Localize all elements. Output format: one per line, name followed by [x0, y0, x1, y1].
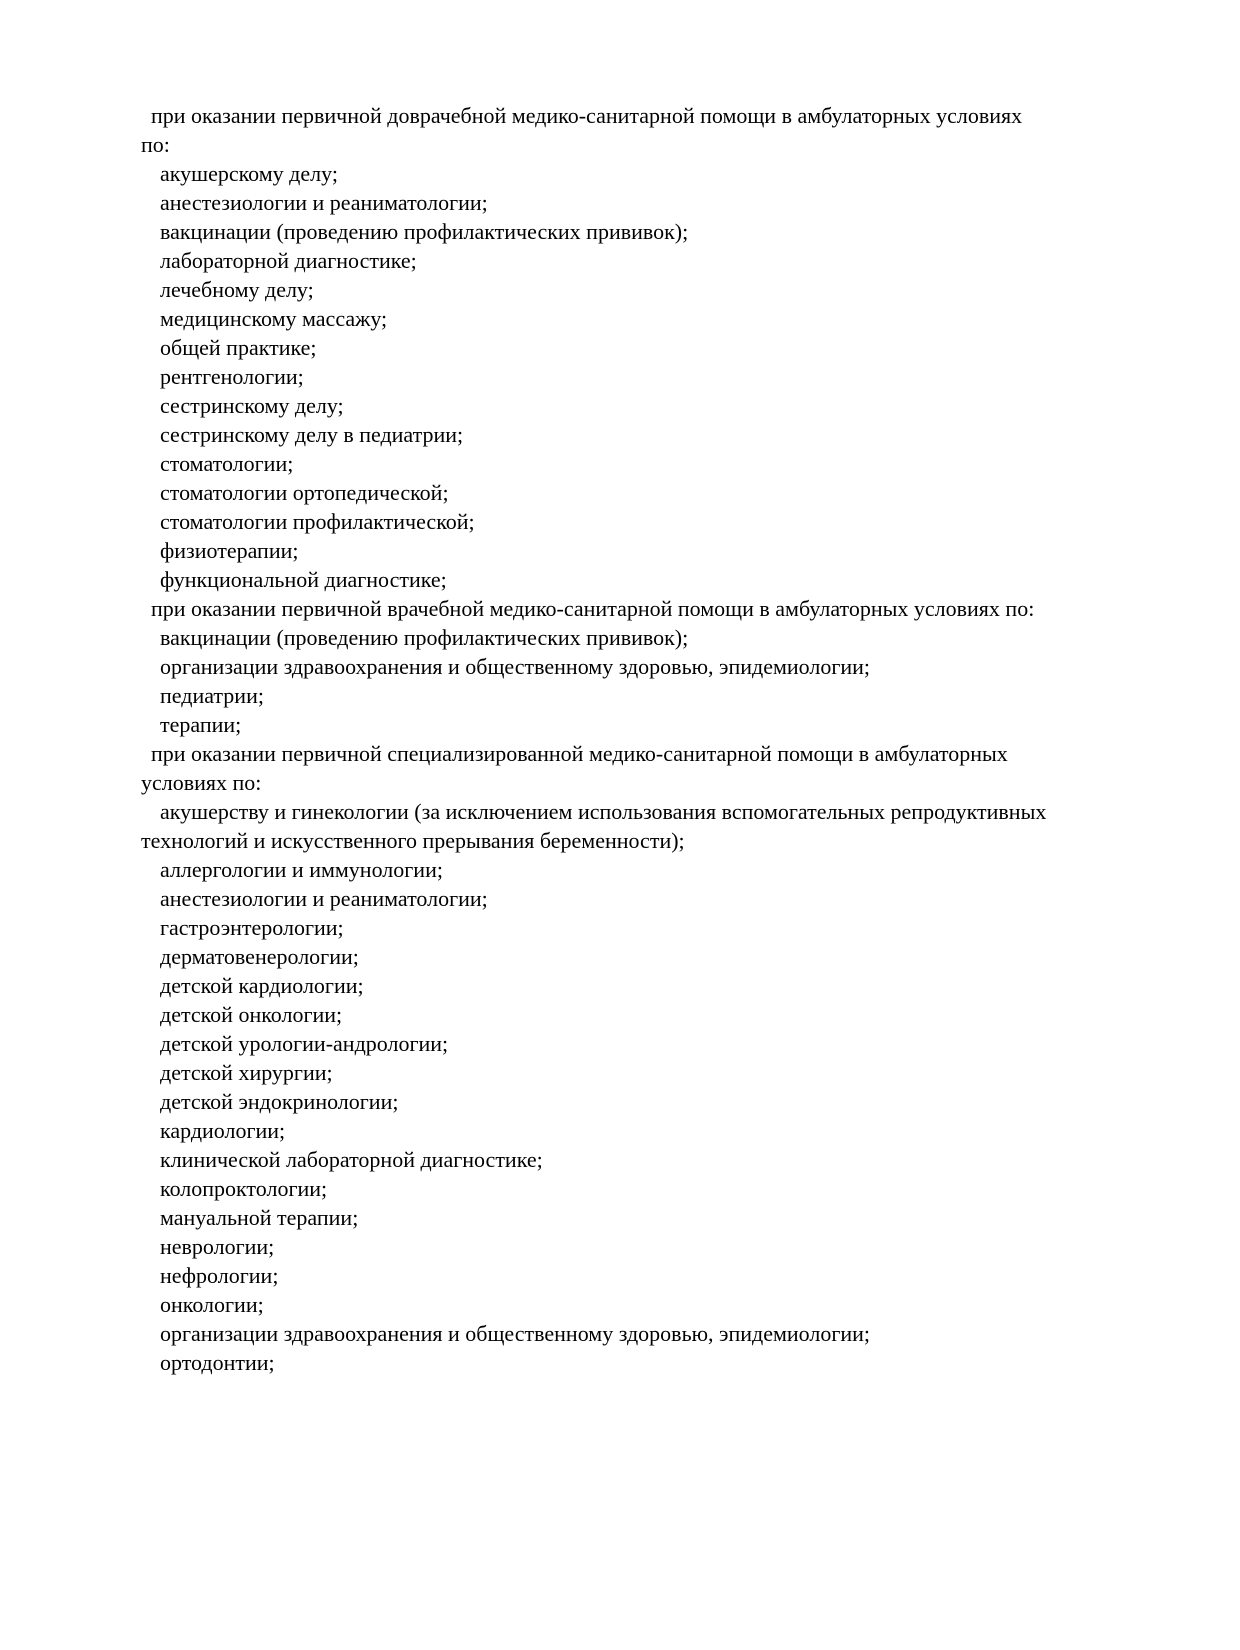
text-line: детской кардиологии; [160, 973, 364, 998]
text-line: лечебному делу; [160, 277, 314, 302]
text-line: функциональной диагностике; [160, 567, 447, 592]
text-line: мануальной терапии; [160, 1205, 359, 1230]
text-line: стоматологии; [160, 451, 294, 476]
text-line: неврологии; [160, 1234, 275, 1259]
text-line: клинической лабораторной диагностике; [160, 1147, 543, 1172]
text-line: акушерству и гинекологии (за исключением использования вспомогательных репродуктивных [160, 799, 1047, 824]
text-line: рентгенологии; [160, 364, 304, 389]
license-services-text [141, 101, 1151, 1377]
text-line: при оказании первичной врачебной медико-санитарной помощи в амбулаторных условиях по: [151, 596, 1035, 621]
text-line: детской онкологии; [160, 1002, 343, 1027]
text-line: терапии; [160, 712, 242, 737]
text-line: вакцинации (проведению профилактических прививок); [160, 219, 689, 244]
text-line: гастроэнтерологии; [160, 915, 344, 940]
text-line: организации здравоохранения и общественному здоровью, эпидемиологии; [160, 1321, 871, 1346]
text-line: онкологии; [160, 1292, 264, 1317]
text-line: сестринскому делу в педиатрии; [160, 422, 464, 447]
text-line: сестринскому делу; [160, 393, 344, 418]
text-line: медицинскому массажу; [160, 306, 388, 331]
text-line: стоматологии ортопедической; [160, 480, 449, 505]
text-line: нефрологии; [160, 1263, 279, 1288]
text-line: стоматологии профилактической; [160, 509, 475, 534]
text-line: ортодонтии; [160, 1350, 275, 1375]
text-line: детской эндокринологии; [160, 1089, 399, 1114]
text-line: колопроктологии; [160, 1176, 328, 1201]
text-line: при оказании первичной доврачебной медико-санитарной помощи в амбулаторных условиях [151, 103, 1023, 128]
text-line: организации здравоохранения и общественному здоровью, эпидемиологии; [160, 654, 871, 679]
text-line: технологий и искусственного прерывания беременности); [141, 828, 685, 853]
text-line: кардиологии; [160, 1118, 286, 1143]
text-line: анестезиологии и реаниматологии; [160, 190, 488, 215]
text-line: условиях по: [141, 770, 262, 795]
text-line: дерматовенерологии; [160, 944, 359, 969]
text-line: при оказании первичной специализированной медико-санитарной помощи в амбулаторных [151, 741, 1008, 766]
text-line: акушерскому делу; [160, 161, 338, 186]
text-line: лабораторной диагностике; [160, 248, 417, 273]
text-line: аллергологии и иммунологии; [160, 857, 443, 882]
text-line: физиотерапии; [160, 538, 299, 563]
text-line: вакцинации (проведению профилактических прививок); [160, 625, 689, 650]
text-line: по: [141, 132, 170, 157]
text-line: общей практике; [160, 335, 317, 360]
text-line: педиатрии; [160, 683, 264, 708]
text-line: детской хирургии; [160, 1060, 333, 1085]
text-line: детской урологии-андрологии; [160, 1031, 449, 1056]
text-line: анестезиологии и реаниматологии; [160, 886, 488, 911]
